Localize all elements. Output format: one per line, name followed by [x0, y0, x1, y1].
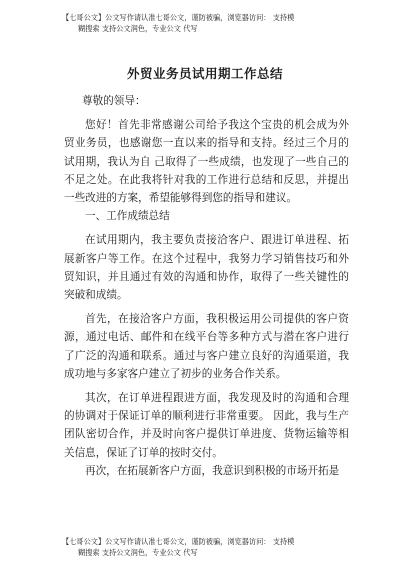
- paragraph-trial-overview: 在试用期内，我主要负责接洽客户、跟进订单进程、拓展新客户等工作。在这个过程中，我努力学习销售技巧和外贸知识，并且通过有效的沟通和协作，取得了一些关键性的突破和成绩。: [64, 234, 349, 302]
- document-body: [64, 92, 349, 480]
- footer-banner: [62, 536, 352, 558]
- paragraph-order-followup: 其次，在订单进程跟进方面，我发现及时的沟通和合理的协调对于保证订单的顺利进行非常重要。 因此，我与生产 团队密切合作，并及时向客户提供订单进度、货物运输等相 关信息，保证了订单的按时交付。: [64, 392, 349, 459]
- paragraph-new-clients: 再次，在拓展新客户方面，我意识到积极的市场开拓是: [85, 464, 340, 477]
- footer-banner-line1: 【七哥公文】公文写作请认准七哥公文，谨防被骗，浏览器访问： 支持模: [62, 537, 295, 546]
- header-banner-line2: 糊搜索 支持公文润色，专业公文 代写: [78, 24, 198, 33]
- header-banner: [62, 12, 352, 34]
- paragraph-greeting: 您好！首先非常感谢公司给予我这个宝贵的机会成为外贸业务员，也感谢您一直以来的指导和支持。经过三个月的试用期，我认为自 己取得了一些成绩，也发现了一些自己的 不足之处。在此我将针对我的工作进行总结和反思，并提出 一些改进的方案，希望能够得到您的指导和建议。: [64, 119, 349, 205]
- footer-banner-line2: 糊搜索 支持公文润色，专业公文 代写: [78, 548, 198, 557]
- header-banner-line1: 【七哥公文】公文写作请认准七哥公文，谨防被骗，浏览器访问： 支持模: [62, 13, 295, 22]
- salutation: 尊敬的领导：: [82, 95, 146, 107]
- section-heading-achievements: 一、工作成绩总结: [85, 210, 170, 223]
- document-title: 外贸业务员试用期工作总结: [126, 66, 283, 81]
- paragraph-client-contact: 首先，在接洽客户方面，我积极运用公司提供的客户资源，通过电话、邮件和在线平台等多种方式与潜在客户进行了广泛的沟通和联系。通过与客户建立良好的沟通渠道，我成功地与多家客户建立了初步的业务合作关系。: [64, 313, 349, 380]
